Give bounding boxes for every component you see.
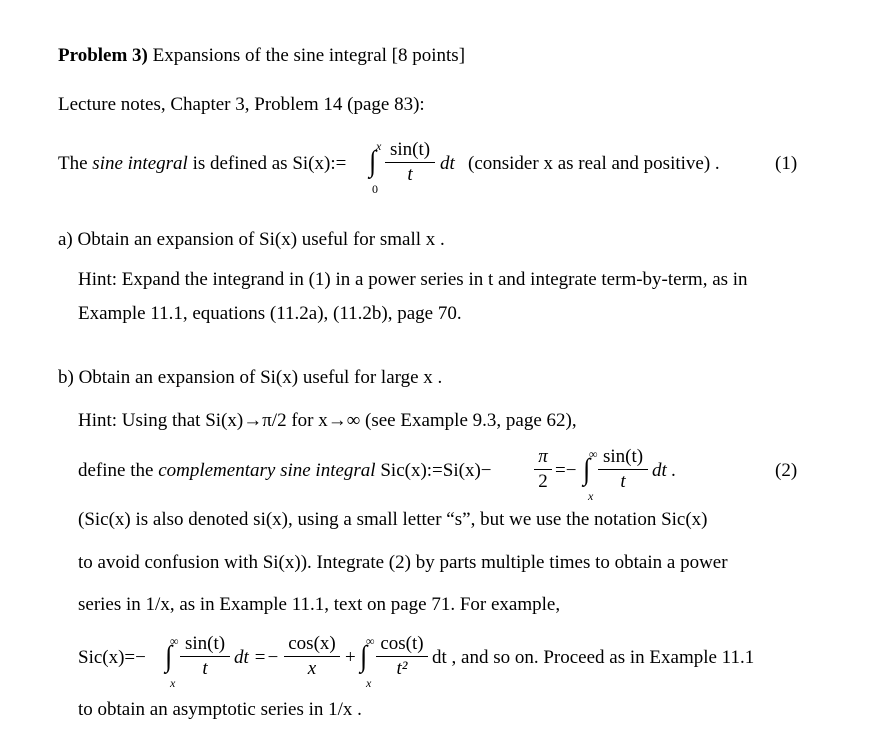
upper-limit: x <box>376 139 382 153</box>
numerator: sin(t) <box>389 139 431 160</box>
example-num-2: cos(x) <box>288 633 336 654</box>
example-num-3: cos(t) <box>380 633 424 654</box>
equals-minus: =− <box>555 460 577 481</box>
example-fraction-1 <box>180 633 230 679</box>
problem-title: Expansions of the sine integral <box>152 45 387 66</box>
example-bar-3 <box>376 656 428 657</box>
integral-sign: ∫ <box>369 144 377 179</box>
si-lhs: Si(x):= <box>292 153 347 174</box>
example-plus: + <box>345 647 356 668</box>
integral-sign-4: ∫ <box>360 639 368 674</box>
numerator-2: sin(t) <box>602 446 644 467</box>
example-num-1: sin(t) <box>184 633 226 654</box>
pi-denominator: 2 <box>538 471 548 492</box>
fraction-bar-2 <box>598 469 648 470</box>
integral-sign-3: ∫ <box>165 639 173 674</box>
example-bar-2 <box>284 656 340 657</box>
condition: (consider x as real and positive) . <box>468 153 720 174</box>
example-fraction-2 <box>284 633 340 679</box>
part-b-question: b) Obtain an expansion of Si(x) useful for large x . <box>58 367 443 388</box>
series-line: series in 1/x, as in Example 11.1, text on page 71. For example, <box>78 594 561 615</box>
definition-middle: is defined as <box>192 153 288 174</box>
upper-limit-inf: ∞ <box>589 447 598 461</box>
problem-points: [8 points] <box>391 45 466 66</box>
integrand-fraction-2 <box>598 446 648 492</box>
lower-limit-x-4: x <box>366 676 372 690</box>
pi-numerator: π <box>538 446 548 467</box>
integrand-fraction <box>385 139 435 185</box>
problem-heading <box>58 44 465 68</box>
example-tail: dt , and so on. Proceed as in Example 11.1 <box>432 647 755 668</box>
integral-sign-2: ∫ <box>583 452 591 487</box>
dt: dt <box>440 153 455 174</box>
dt-end: dt . <box>652 460 677 481</box>
problem-label: Problem 3) <box>58 45 148 66</box>
example-dt-1: dt =− <box>234 647 280 668</box>
example-lhs: Sic(x)=− <box>78 647 146 668</box>
equation-number-1: (1) <box>775 153 798 174</box>
example-fraction-3 <box>376 633 428 679</box>
upper-limit-inf-4: ∞ <box>366 634 375 648</box>
denominator: t <box>407 164 413 185</box>
upper-limit-inf-3: ∞ <box>170 634 179 648</box>
denominator-2: t <box>620 471 626 492</box>
part-a-hint-1: Hint: Expand the integrand in (1) in a power series in t and integrate term-by-term, as in <box>78 269 748 290</box>
example-den-3: t² <box>396 658 408 679</box>
reference-line: Lecture notes, Chapter 3, Problem 14 (page 83): <box>58 94 425 115</box>
example-bar-1 <box>180 656 230 657</box>
define-term: complementary sine integral <box>158 460 376 481</box>
complementary-definition <box>78 459 492 483</box>
example-den-2: x <box>307 658 317 679</box>
final-line: to obtain an asymptotic series in 1/x . <box>78 699 362 720</box>
part-a-question: a) Obtain an expansion of Si(x) useful for small x . <box>58 229 445 250</box>
definition-term: sine integral <box>92 153 188 174</box>
lower-limit-x-3: x <box>170 676 176 690</box>
define-prefix: define the <box>78 460 154 481</box>
equation-number-2: (2) <box>775 460 798 481</box>
lower-limit-x: x <box>588 489 594 503</box>
pi-fraction-bar <box>534 469 552 470</box>
part-a-hint-2: Example 11.1, equations (11.2a), (11.2b), page 70. <box>78 303 462 324</box>
sic-lhs: Sic(x):=Si(x)− <box>380 460 492 481</box>
confusion-line: to avoid confusion with Si(x)). Integrate (2) by parts multiple times to obtain a power <box>78 552 728 573</box>
definition-prefix: The <box>58 153 88 174</box>
sic-note-line: (Sic(x) is also denoted si(x), using a small letter “s”, but we use the notation Sic(x) <box>78 509 708 530</box>
definition-text <box>58 152 346 176</box>
lower-limit: 0 <box>372 182 378 196</box>
part-b-hint-1: Hint: Using that Si(x)→π/2 for x→∞ (see Example 9.3, page 62), <box>78 410 577 431</box>
fraction-bar <box>385 162 435 163</box>
pi-over-2 <box>534 446 552 492</box>
example-den-1: t <box>202 658 208 679</box>
